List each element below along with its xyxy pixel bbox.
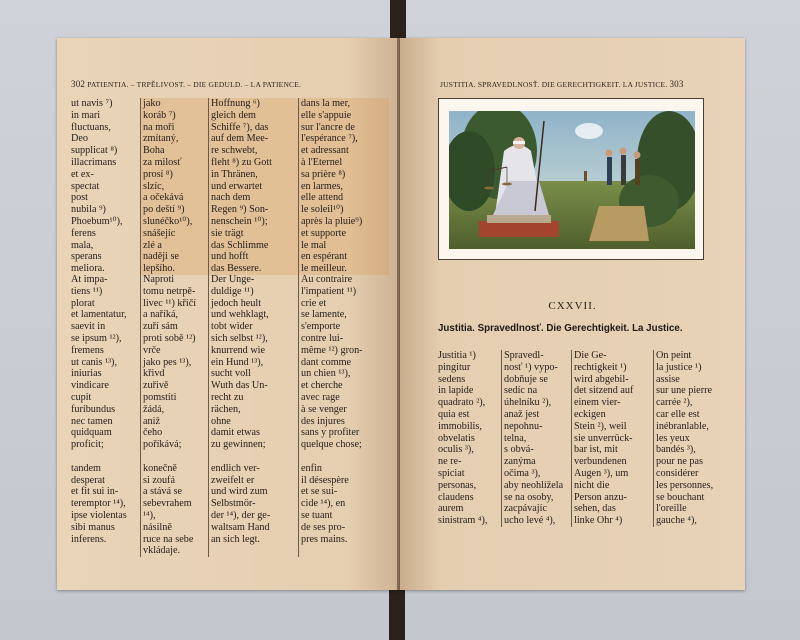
right-page-number: 303 xyxy=(669,79,684,89)
right-page xyxy=(400,38,745,590)
right-text xyxy=(436,350,736,527)
german-column-lower: Der Unge- duldige ¹¹) jedoch heult und wehklagt, tobt wider sich selbst ¹²), knurrend wie ein Hund ¹³), sucht voll Wuth das Un- recht zu rächen, ohne damit etwas zu gewinnen; endlich ver- zweifelt er und wird zum Selbstmör- der ¹⁴), der ge- waltsam Hand an sich legt. xyxy=(209,274,299,557)
czech-column-upper: jako koráb ⁷) na moři zmítaný, Boha za milosť prosí ⁸) slzíc, a očekává po deští ⁹) slunéčko¹⁰), snášejíc zlé a naději se lepšího. xyxy=(141,98,209,275)
german-column: Die Ge- rechtigkeit ¹) wird abgebil- det sitzend auf einem vier- eckigen Stein ²), weil sie unverrück- bar ist, mit verbundenen Augen ³), um nicht die Person anzu- sehen, das linke Ohr ⁴) xyxy=(572,350,654,527)
justice-scene-image xyxy=(449,111,695,249)
left-lower-text xyxy=(69,274,389,557)
latin-column: Justitia ¹) pingitur sedens in lapide quadrato ²), quia est immobilis, obvelatis oculis ³), ne re- spiciat personas, claudens aurem sinistram ⁴), xyxy=(436,350,502,527)
left-running-head xyxy=(71,79,301,89)
chapter-number: CXXVII. xyxy=(548,300,597,312)
left-page xyxy=(57,38,399,590)
bookmark-ribbon-bottom xyxy=(389,588,405,640)
bookmark-ribbon-top xyxy=(390,0,406,40)
french-column: On peint la justice ¹) assise sur une pierre carrée ²), car elle est inébranlable, les yeux bandés ³), pour ne pas considérer les personnes, se bouchant l'oreille gauche ⁴), xyxy=(656,350,714,527)
left-page-number: 302 xyxy=(71,79,86,89)
left-upper-text xyxy=(69,98,389,275)
left-running-title: PATIENTIA. – TRPĚLIVOST. – DIE GEDULD. – LA PATIENCE. xyxy=(87,80,302,89)
french-column-lower: Au contraire l'impatient ¹¹) crie et se lamente, s'emporte contre lui- même ¹²) gron- dant comme un chien ¹³), et cherche avec rage à se venger des injures sans y profiter quelque chose; enfin il désespère et se sui- cide ¹⁴), en se tuant de ses pro- pres mains. xyxy=(301,274,363,545)
right-running-title: JUSTITIA. SPRAVEDLNOSŤ. DIE GERECHTIGKEIT. LA JUSTICE. xyxy=(440,80,668,89)
open-book xyxy=(57,38,745,593)
czech-column: Spravedl- nosť ¹) vypo- dobňuje se sedíc na úhelníku ²), anaž jest nepohnu- telna, s obvá- zanýma očima ³), aby neohlížela se na osoby, zacpávajíc ucho levé ⁴), xyxy=(502,350,572,527)
latin-column-upper: ut navis ⁷) in mari fluctuans, Deo supplicat ⁸) illacrimans et ex- spectat post nubila ⁹) Phoebum¹⁰), ferens mala, sperans meliora. xyxy=(69,98,141,275)
chapter-title: Justitia. Spravedlnosť. Die Gerechtigkeit. La Justice. xyxy=(438,322,683,334)
german-column-upper: Hoffnung ⁶) gleich dem Schiffe ⁷), das auf dem Mee- re schwebt, fleht ⁸) zu Gott in Thränen, und erwartet nach dem Regen ⁹) Son- nenschein ¹⁰); sie trägt das Schlimme und hofft das Bessere. xyxy=(209,98,299,275)
right-running-head xyxy=(440,79,684,89)
czech-column-lower: Naproti tomu netrpě- livec ¹¹) křičí a naříká, zuří sám proti sobě ¹²) vrče jako pes ¹³), křivd zuřivě pomstíti žádá, aniž čeho poříkává; konečně si zoufá a stává se sebevrahem ¹⁴), násilně ruce na sebe vkládaje. xyxy=(141,274,209,557)
justitia-illustration xyxy=(438,98,704,260)
latin-column-lower: At impa- tiens ¹¹) plorat et lamentatur, saevit in se ipsum ¹²), fremens ut canis ¹³), iniurias vindicare cupit furibundus nec tamen quidquam proficit; tandem desperat et fit sui in- teremptor ¹⁴), ipse violentas sibi manus inferens. xyxy=(69,274,141,557)
french-column-upper: dans la mer, elle s'appuie sur l'ancre de l'espérance ⁷), et adressant à l'Eternel sa prière ⁸) en larmes, elle attend le soleil¹⁰) après la pluie⁹) et supporte le mal en espérant le meilleur. xyxy=(299,98,389,275)
